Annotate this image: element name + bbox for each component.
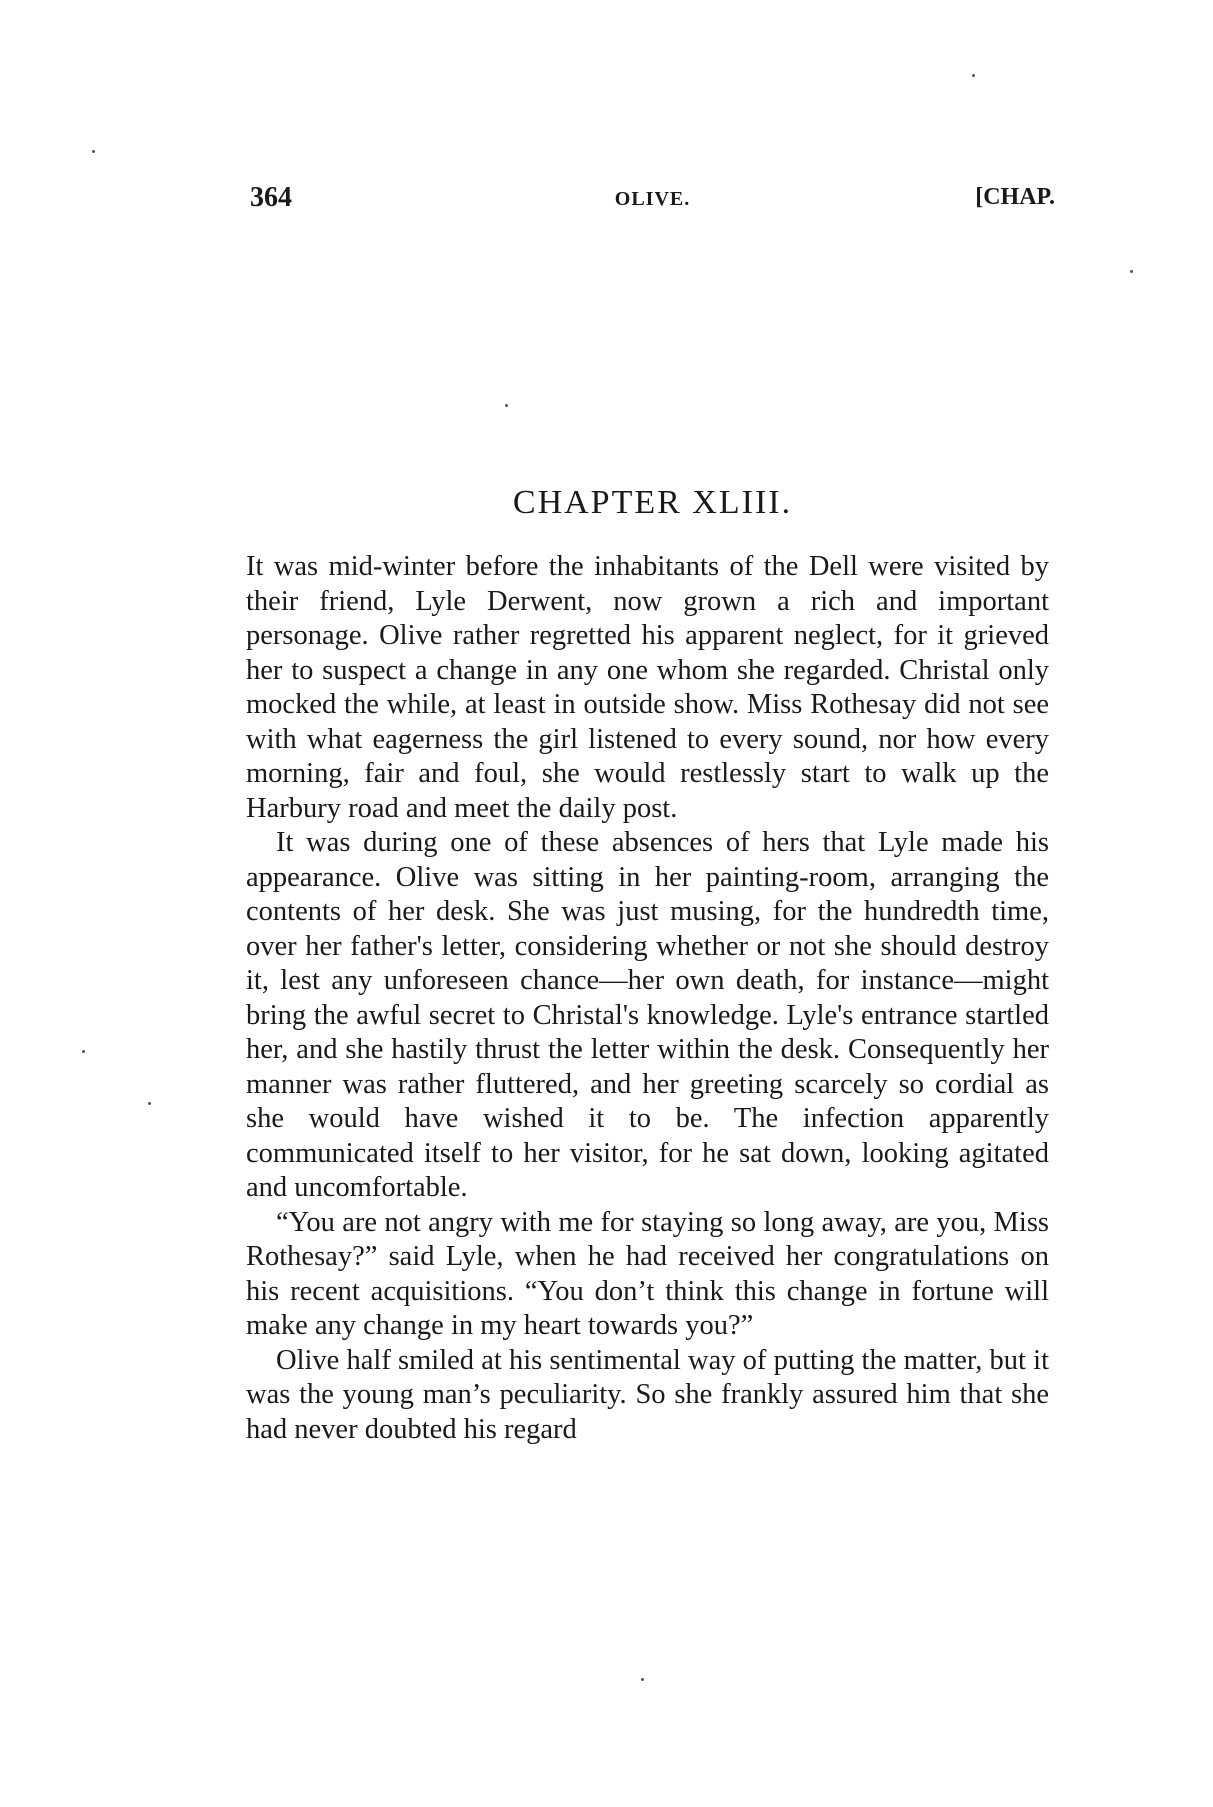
chapter-heading: CHAPTER XLIII. — [512, 484, 793, 521]
chapter-reference: [CHAP. — [975, 184, 1055, 210]
scan-speck — [92, 150, 95, 153]
scan-speck — [972, 74, 975, 77]
paragraph-3: “You are not angry with me for staying so long away, are you, Miss Rothesay?” said Lyle, when he had received her congratulations on his recent acquisitions. “You don’t think this change in fortune will make any change in my heart towards you?” — [246, 1206, 1049, 1341]
body-text — [246, 550, 1049, 1447]
paragraph-4: Olive half smiled at his sentimental way of putting the matter, but it was the young man’s peculiarity. So she frankly assured him that she had never doubted his regard — [246, 1344, 1049, 1445]
scan-speck — [1130, 270, 1133, 273]
scan-speck — [148, 1102, 151, 1105]
paragraph-2: It was during one of these absences of hers that Lyle made his appearance. Olive was sitting in her painting-room, arranging the contents of her desk. She was just musing, for the hundredth time, over her father's letter, considering whether or not she should destroy it, lest any unforeseen chance—her own death, for instance—might bring the awful secret to Christal's knowledge. Lyle's entrance startled her, and she hastily thrust the letter within the desk. Consequently her manner was rather fluttered, and her greeting scarcely so cordial as she would have wished it to be. The infection apparently communicated itself to her visitor, for he sat down, looking agitated and uncomfortable. — [246, 827, 1049, 1203]
scan-speck — [82, 1050, 85, 1053]
running-head — [250, 182, 1055, 222]
book-title: OLIVE. — [614, 188, 691, 210]
scan-speck — [505, 404, 508, 407]
scan-speck — [641, 1678, 644, 1681]
paragraph-1: It was mid-winter before the inhabitants of the Dell were visited by their friend, Lyle Derwent, now grown a rich and important personage. Olive rather regretted his apparent neglect, for it grieved her to suspect a change in any one whom she regarded. Christal only mocked the while, at least in outside show. Miss Rothesay did not see with what eagerness the girl listened to every sound, nor how every morning, fair and foul, she would restlessly start to walk up the Harbury road and meet the daily post. — [246, 551, 1049, 824]
page-number: 364 — [250, 182, 292, 213]
